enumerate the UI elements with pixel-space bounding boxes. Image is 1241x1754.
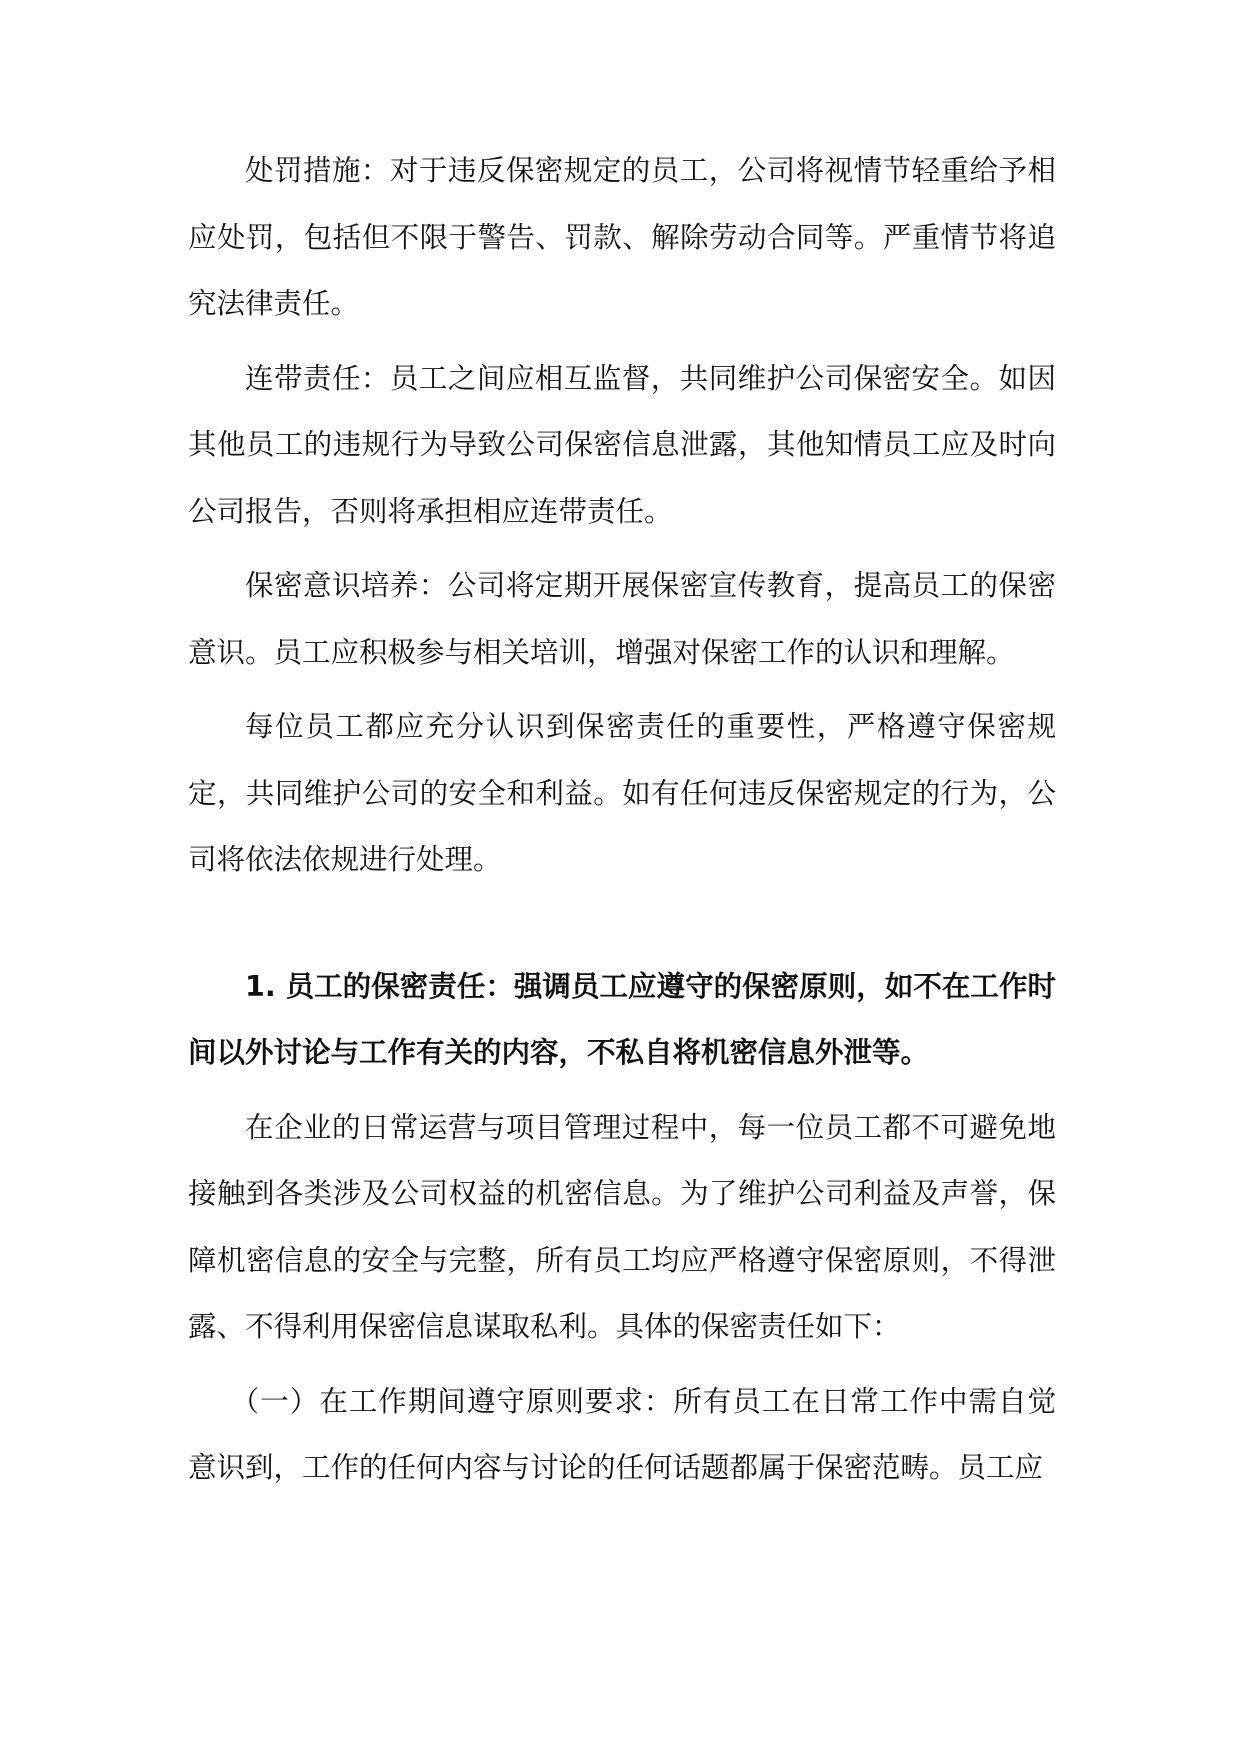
paragraph-joint-liability: 连带责任：员工之间应相互监督，共同维护公司保密安全。如因其他员工的违规行为导致公司保密信息泄露，其他知情员工应及时向公司报告，否则将承担相应连带责任。 (188, 361, 1056, 528)
paragraph-body: 在企业的日常运营与项目管理过程中，每一位员工都不可避免地接触到各类涉及公司权益的机密信息。为了维护公司利益及声誉，保障机密信息的安全与完整，所有员工均应严格遵守保密原则，不得泄露、不得利用保密信息谋取私利。具体的保密责任如下： (188, 1110, 1056, 1343)
paragraph-summary: 每位员工都应充分认识到保密责任的重要性，严格遵守保密规定，共同维护公司的安全和利益。如有任何违反保密规定的行为，公司将依法依规进行处理。 (188, 710, 1056, 876)
paragraph-awareness-training: 保密意识培养：公司将定期开展保密宣传教育，提高员工的保密意识。员工应积极参与相关培训，增强对保密工作的认识和理解。 (188, 569, 1056, 669)
document-page (188, 138, 1056, 1502)
section-heading: 1. 员工的保密责任：强调员工应遵守的保密原则，如不在工作时间以外讨论与工作有关的内容，不私自将机密信息外泄等。 (188, 969, 1056, 1069)
paragraph-sub-item: （一）在工作期间遵守原则要求：所有员工在日常工作中需自觉意识到，工作的任何内容与讨论的任何话题都属于保密范畴。员工应 (188, 1384, 1056, 1484)
paragraph-penalty: 处罚措施：对于违反保密规定的员工，公司将视情节轻重给予相应处罚，包括但不限于警告、罚款、解除劳动合同等。严重情节将追究法律责任。 (188, 154, 1056, 320)
